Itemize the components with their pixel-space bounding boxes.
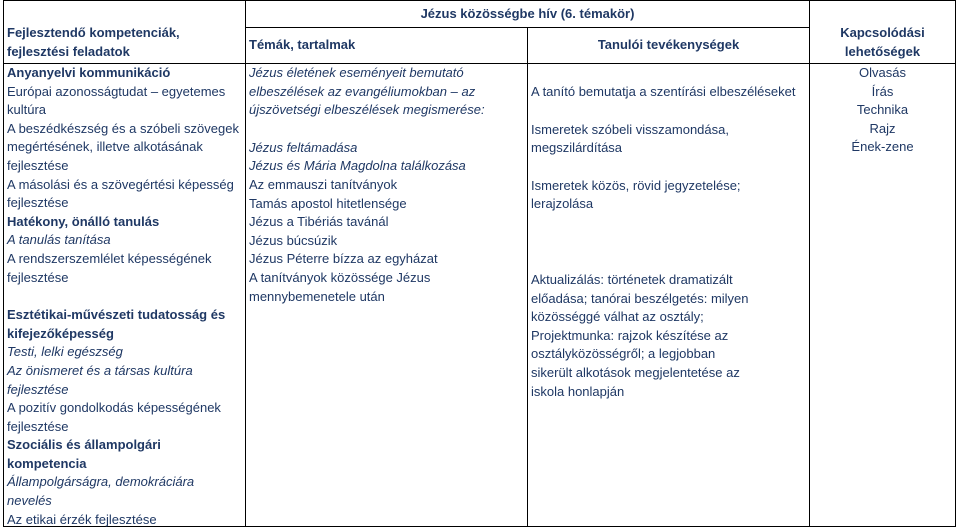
link-item: Ének-zene — [851, 139, 914, 155]
competency-beszedkeszseg: A beszédkészség és a szóbeli szövegek megértésének, illetve alkotásának fejlesztése — [7, 120, 239, 173]
link-item: Rajz — [869, 120, 896, 136]
curriculum-table — [3, 0, 956, 527]
header-topics: Témák, tartalmak — [249, 37, 356, 52]
link-item: Technika — [856, 102, 909, 118]
competency-europai: Európai azonosságtudat – egyetemes kultúra — [7, 83, 226, 118]
topic-item: Jézus búcsúzik — [249, 232, 338, 248]
competency-etikai: Az etikai érzék fejlesztése — [7, 511, 157, 527]
topic-item: Jézus Péterre bízza az egyházat — [249, 251, 438, 267]
activity-visszamondas: Ismeretek szóbeli visszamondása, megszilárdítása — [531, 121, 729, 156]
activity-aktualizalas: Aktualizálás: történetek dramatizált előadása; tanórai beszélgetés: milyen közösséggé válhat az osztály; Projektmunka: rajzok készítése az osztályközösségről; a legjobban sikerült alkotások megjelentetése az iskola honlapján — [531, 271, 749, 399]
activities-cell — [528, 83, 809, 401]
activity-bemutatas: A tanító bemutatja a szentírási elbeszéléseket — [531, 84, 796, 99]
header-activities: Tanulói tevékenységek — [597, 37, 740, 52]
table-border-right — [955, 0, 956, 527]
topic-item: A tanítványok közössége Jézus mennybemenetele után — [249, 269, 431, 304]
competency-allampolgarsag: Állampolgárságra, demokráciára nevelés — [7, 474, 195, 509]
link-item: Írás — [871, 83, 894, 99]
competencies-cell — [4, 64, 245, 529]
competency-tanulas-tanitasa: A tanulás tanítása — [7, 232, 111, 248]
link-item: Olvasás — [859, 65, 906, 80]
links-cell — [810, 64, 955, 157]
competency-masolasi: A másolási és a szövegértési képesség fejlesztése — [7, 176, 234, 211]
competency-pozitiv: A pozitív gondolkodás képességének fejlesztése — [7, 400, 221, 434]
competency-egeszseg: Testi, lelki egészség — [7, 344, 123, 360]
competency-anyanyelvi: Anyanyelvi kommunikáció — [7, 65, 171, 80]
activity-jegyzeteles: Ismeretek közös, rövid jegyzetelése; lerajzolása — [531, 177, 741, 212]
topic-item: Tamás apostol hitetlensége — [249, 195, 407, 211]
topics-cell — [246, 64, 527, 306]
competency-szocialis: Szociális és állampolgári kompetencia — [7, 437, 161, 471]
competency-onismeret: Az önismeret és a társas kultúra fejlesztése — [7, 362, 193, 397]
topic-item: Jézus feltámadása — [249, 139, 358, 155]
competency-esztetikai: Esztétikai-művészeti tudatosság és kifejezőképesség — [7, 307, 226, 341]
header-links: Kapcsolódási lehetőségek — [840, 25, 925, 59]
header-competencies: Fejlesztendő kompetenciák, fejlesztési feladatok — [7, 25, 180, 59]
topics-intro: Jézus életének eseményeit bemutató elbeszélések az evangéliumokban – az újszövetségi elbeszélések megismerése: — [249, 65, 485, 118]
topic-item: Jézus és Mária Magdolna találkozása — [249, 158, 466, 174]
topic-item: Az emmauszi tanítványok — [249, 176, 398, 192]
page-title: Jézus közösségbe hív (6. témakör) — [420, 6, 635, 21]
competency-hatekony-tanulas: Hatékony, önálló tanulás — [7, 213, 160, 229]
topic-item: Jézus a Tibériás tavánál — [249, 214, 389, 230]
table-border-top — [3, 0, 956, 1]
competency-rendszerszemlelet: A rendszerszemlélet képességének fejlesztése — [7, 250, 212, 285]
